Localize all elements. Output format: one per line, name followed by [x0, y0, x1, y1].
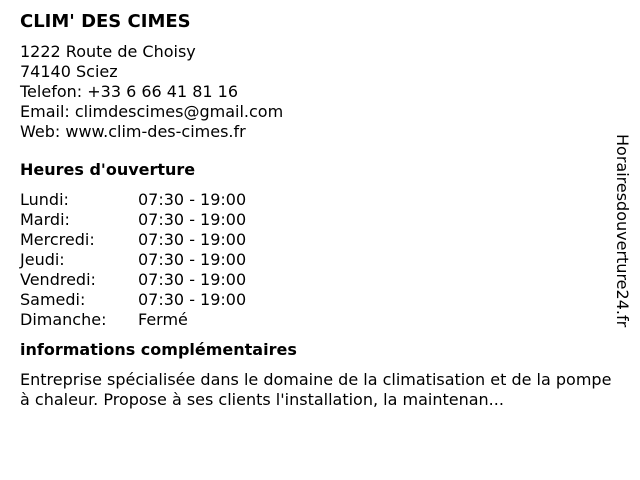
time-value: 07:30 - 19:00: [138, 270, 247, 289]
opening-hours-table: [20, 190, 610, 330]
time-value: 07:30 - 19:00: [138, 190, 247, 209]
additional-info-text: Entreprise spécialisée dans le domaine de la climatisation et de la pompe à chaleur. Propose à ses clients l'installation, la maintenan...: [20, 370, 612, 409]
opening-hours-heading: Heures d'ouverture: [20, 160, 196, 179]
additional-info-heading: informations complémentaires: [20, 340, 297, 359]
hours-row-monday: [20, 190, 610, 210]
day-label: Jeudi:: [20, 250, 65, 269]
city-address: 74140 Sciez: [20, 62, 118, 81]
hours-row-sunday: [20, 310, 610, 330]
time-value: 07:30 - 19:00: [138, 290, 247, 309]
site-watermark: Horairesdouverture24.fr: [613, 134, 632, 328]
day-label: Vendredi:: [20, 270, 96, 289]
business-card: [20, 10, 610, 410]
hours-row-tuesday: [20, 210, 610, 230]
time-value: 07:30 - 19:00: [138, 230, 247, 249]
time-value: 07:30 - 19:00: [138, 210, 247, 229]
hours-row-friday: [20, 270, 610, 290]
time-value: 07:30 - 19:00: [138, 250, 247, 269]
business-name: CLIM' DES CIMES: [20, 11, 191, 32]
day-label: Mardi:: [20, 210, 70, 229]
time-value: Fermé: [138, 310, 188, 329]
street-address: 1222 Route de Choisy: [20, 42, 196, 61]
hours-row-saturday: [20, 290, 610, 310]
hours-row-wednesday: [20, 230, 610, 250]
phone-number: Telefon: +33 6 66 41 81 16: [20, 82, 239, 101]
day-label: Lundi:: [20, 190, 69, 209]
day-label: Mercredi:: [20, 230, 95, 249]
day-label: Dimanche:: [20, 310, 107, 329]
day-label: Samedi:: [20, 290, 86, 309]
contact-block: [20, 42, 610, 142]
website: Web: www.clim-des-cimes.fr: [20, 122, 246, 141]
hours-row-thursday: [20, 250, 610, 270]
email-address: Email: climdescimes@gmail.com: [20, 102, 284, 121]
